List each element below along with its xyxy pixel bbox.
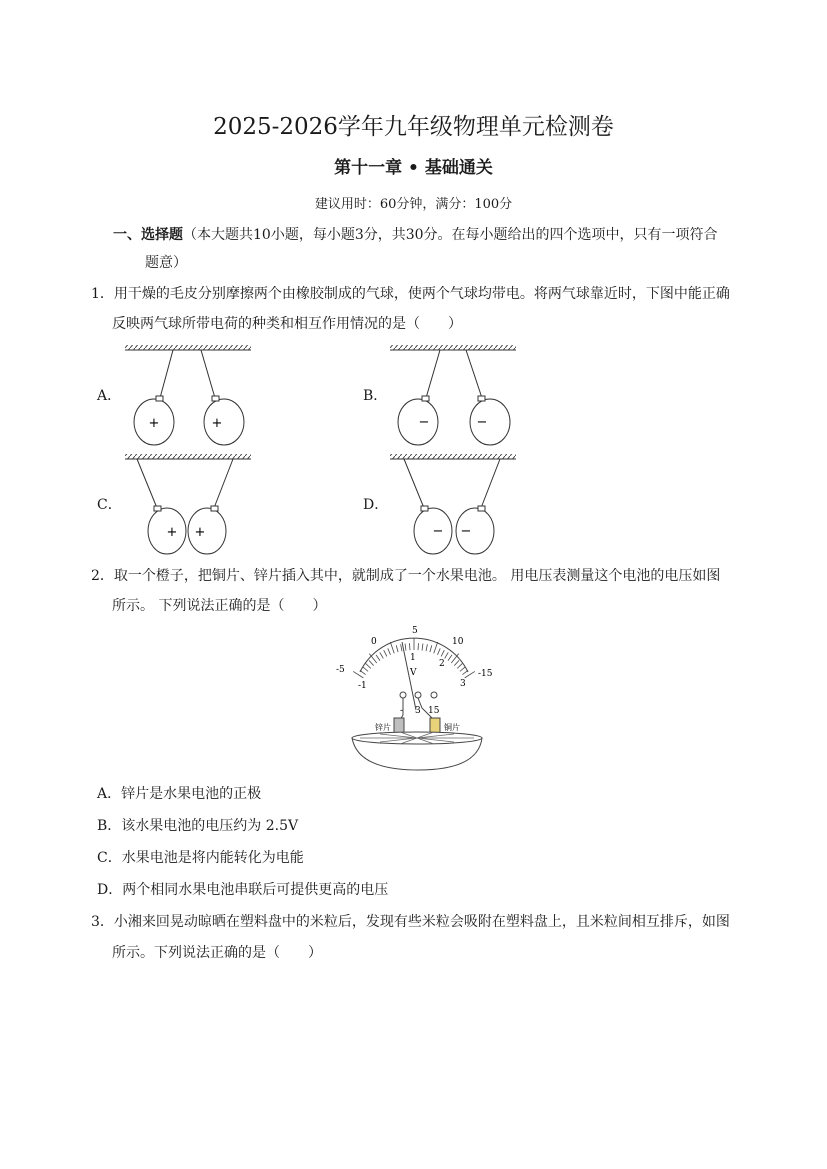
q1-figure-b	[390, 345, 516, 445]
q1-figure-c	[125, 454, 251, 554]
question-1-text: 1．用干燥的毛皮分别摩擦两个由橡胶制成的气球，使两个气球均带电。将两气球靠近时，下图中能正确	[91, 286, 730, 302]
question-3-text-cont: 所示。下列说法正确的是（ ）	[112, 945, 322, 961]
scale-label-neg15: -15	[478, 669, 493, 679]
scale-tick	[457, 664, 462, 669]
scale-label-3: 3	[460, 679, 466, 689]
scale-tick	[437, 648, 440, 654]
terminal-3: 3	[415, 706, 421, 716]
scale-label-1: 1	[410, 653, 416, 663]
terminal-neg: -	[400, 706, 404, 716]
terminal-15: 15	[428, 706, 440, 716]
scale-tick	[369, 660, 374, 665]
scale-tick	[445, 652, 449, 658]
q2-option-c[interactable]: C．水果电池是将内能转化为电能	[97, 850, 304, 866]
section-description-cont: 题意）	[145, 255, 187, 271]
scale-tick	[422, 644, 423, 651]
q1-c-charge-left: +	[166, 525, 178, 540]
scale-label-neg5: -5	[336, 665, 345, 675]
zinc-plate-label: 锌片	[375, 723, 391, 732]
q1-figure-d	[390, 454, 516, 554]
q2-option-a[interactable]: A．锌片是水果电池的正极	[97, 786, 262, 802]
scale-tick	[384, 650, 387, 656]
q2-option-d[interactable]: D．两个相同水果电池串联后可提供更高的电压	[97, 882, 389, 898]
q1-figures	[0, 0, 827, 560]
q1-option-d-label[interactable]: D．	[363, 497, 389, 513]
scale-label-2: 2	[439, 659, 445, 669]
scale-tick	[434, 642, 438, 653]
scale-tick	[405, 644, 406, 651]
chapter-subtitle: 第十一章 • 基础通关	[334, 158, 493, 178]
q1-d-charge-right: −	[460, 524, 472, 539]
copper-plate-label: 铜片	[444, 723, 460, 732]
voltmeter-figure	[330, 620, 500, 775]
q1-option-a-label[interactable]: A．	[97, 388, 122, 404]
scale-tick	[426, 644, 427, 651]
scale-tick	[448, 655, 452, 661]
unit-label: V	[410, 668, 417, 678]
question-1-text-cont: 反映两气球所带电荷的种类和相互作用情况的是（ ）	[112, 316, 462, 332]
scale-tick	[390, 642, 394, 653]
scale-tick	[388, 648, 391, 654]
q1-b-charge-left: −	[418, 415, 430, 430]
section-label: 一、选择题	[113, 227, 183, 243]
scale-tick	[401, 644, 402, 651]
scale-tick	[380, 652, 384, 658]
scale-tick	[376, 655, 380, 661]
time-info: 建议用时：60分钟，满分：100分	[314, 197, 513, 212]
scale-tick	[454, 660, 459, 665]
q1-figure-a	[125, 345, 251, 445]
question-3-text: 3．小湘来回晃动晾晒在塑料盘中的米粒后，发现有些米粒会吸附在塑料盘上，且米粒间相互排斥，如图	[91, 914, 730, 930]
exam-title: 2025-2026学年九年级物理单元检测卷	[213, 114, 614, 140]
q1-c-charge-right: +	[194, 525, 206, 540]
scale-tick	[366, 664, 371, 669]
q1-a-charge-left: +	[148, 416, 160, 431]
q1-b-charge-right: −	[476, 415, 488, 430]
q1-a-charge-right: +	[211, 416, 223, 431]
scale-tick	[363, 667, 368, 672]
scale-tick	[353, 671, 363, 677]
q1-option-b-label[interactable]: B．	[363, 388, 388, 404]
scale-label-0: 0	[371, 637, 377, 647]
scale-label-10: 10	[452, 637, 464, 647]
scale-tick	[465, 671, 475, 677]
q1-d-charge-left: −	[432, 524, 444, 539]
scale-tick	[460, 667, 465, 672]
question-2-text: 2．取一个橙子，把铜片、锌片插入其中，就制成了一个水果电池。 用电压表测量这个电池的电压如图	[91, 568, 721, 584]
q2-option-b[interactable]: B．该水果电池的电压约为 2.5V	[97, 818, 299, 834]
question-2-text-cont: 所示。 下列说法正确的是（ ）	[112, 598, 327, 614]
section-description: （本大题共10小题，每小题3分，共30分。在每小题给出的四个选项中，只有一项符合	[183, 227, 718, 243]
scale-label-neg1: -1	[358, 681, 367, 691]
scale-label-5: 5	[412, 626, 418, 636]
scale-tick	[396, 645, 398, 652]
scale-tick	[441, 650, 444, 656]
q1-option-c-label[interactable]: C．	[97, 497, 122, 513]
scale-tick	[430, 645, 432, 652]
